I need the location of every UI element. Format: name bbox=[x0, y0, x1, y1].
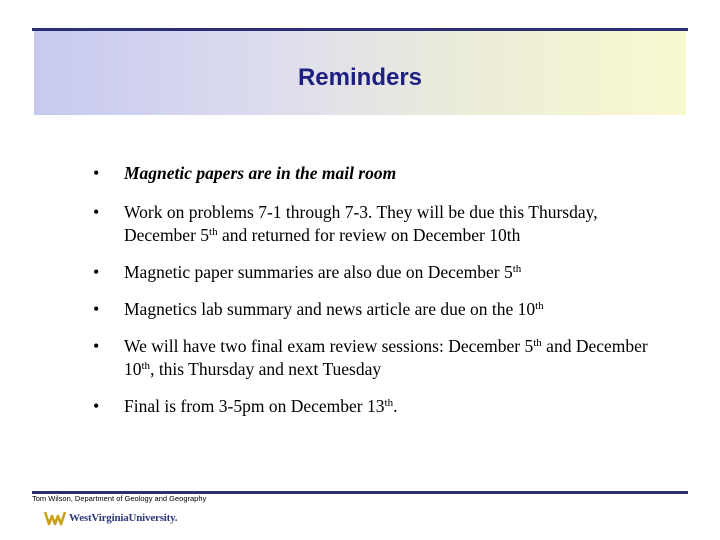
superscript: th bbox=[209, 226, 218, 238]
bullet-list bbox=[93, 162, 653, 418]
bullet-text: Final is from 3-5pm on December 13 bbox=[124, 396, 385, 416]
title-band bbox=[34, 31, 686, 115]
bullet-icon: • bbox=[93, 336, 100, 356]
footer-credit: Tom Wilson, Department of Geology and Geography bbox=[32, 494, 207, 503]
bullet-text-tail: and returned for review on December 10th bbox=[217, 225, 521, 245]
bullet-text: Magnetics lab summary and news article are due on the 10 bbox=[124, 299, 536, 319]
superscript: th bbox=[533, 337, 542, 349]
bullet-item bbox=[93, 261, 653, 284]
bullet-text: Magnetic papers are in the mail room bbox=[124, 163, 397, 183]
superscript: th bbox=[141, 360, 151, 372]
bullet-text: Magnetic paper summaries are also due on December 5 bbox=[124, 262, 513, 282]
bullet-text-tail: . bbox=[393, 396, 398, 416]
bullet-icon: • bbox=[93, 299, 100, 319]
superscript: th bbox=[384, 397, 394, 409]
bullet-text-mid: and December 10 bbox=[124, 336, 648, 379]
wvu-logo-text: WestVirginiaUniversity. bbox=[69, 512, 178, 524]
wvu-logo bbox=[44, 507, 177, 529]
slide-title: Reminders bbox=[297, 64, 423, 91]
bullet-icon: • bbox=[93, 262, 100, 282]
bullet-icon: • bbox=[93, 202, 100, 222]
bullet-item bbox=[93, 162, 653, 185]
superscript: th bbox=[512, 263, 522, 275]
superscript: th bbox=[535, 300, 544, 312]
bullet-icon: • bbox=[93, 396, 100, 416]
bullet-text: We will have two final exam review sessions: December 5 bbox=[124, 336, 534, 356]
bullet-item bbox=[93, 298, 653, 321]
bullet-item bbox=[93, 395, 653, 418]
bullet-text: Work on problems 7-1 through 7-3. They will be due this Thursday, December 5 bbox=[124, 202, 598, 245]
bullet-text-tail: , this Thursday and next Tuesday bbox=[150, 359, 382, 379]
bullet-icon: • bbox=[93, 163, 100, 183]
wvu-logo-icon bbox=[44, 510, 66, 526]
bullet-item bbox=[93, 335, 653, 381]
bullet-item bbox=[93, 201, 653, 247]
